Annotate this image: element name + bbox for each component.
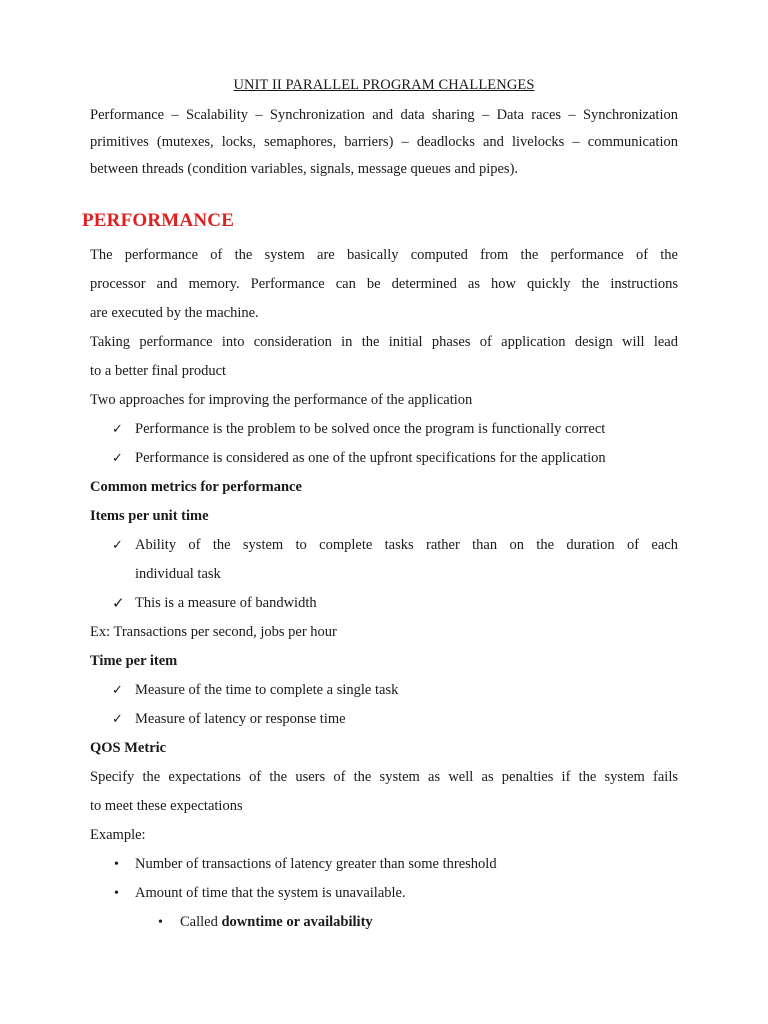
list-item bbox=[90, 531, 678, 560]
list-item bbox=[90, 908, 678, 937]
paragraph2-line2: to a better final product bbox=[90, 363, 227, 379]
items-per-unit-heading: Items per unit time bbox=[90, 508, 209, 524]
time-point: Measure of latency or response time bbox=[135, 711, 346, 727]
checkmark-icon: ✓ bbox=[112, 683, 123, 698]
checkmark-icon: ✓ bbox=[112, 422, 123, 437]
list-item bbox=[90, 589, 678, 618]
list-item bbox=[90, 676, 678, 705]
qos-bullet: Number of transactions of latency greater than some threshold bbox=[135, 856, 497, 872]
list-item bbox=[90, 444, 678, 473]
bullet-icon: • bbox=[114, 886, 119, 901]
qos-desc-line1: Specify the expectations of the users of the system as well as penalties if the system fails bbox=[90, 769, 678, 785]
approach-text: Performance is the problem to be solved once the program is functionally correct bbox=[135, 421, 606, 437]
list-item bbox=[90, 705, 678, 734]
paragraph1-line1: The performance of the system are basically computed from the performance of the bbox=[90, 247, 678, 263]
items-example: Ex: Transactions per second, jobs per hour bbox=[90, 624, 337, 640]
bullet-icon: • bbox=[158, 915, 163, 930]
items-point1-line2: individual task bbox=[135, 566, 221, 582]
time-point: Measure of the time to complete a single task bbox=[135, 682, 399, 698]
checkmark-icon: ✓ bbox=[112, 594, 125, 612]
list-item bbox=[90, 850, 678, 879]
paragraph1-line3: are executed by the machine. bbox=[90, 305, 259, 321]
paragraph1-line2: processor and memory. Performance can be determined as how quickly the instructions bbox=[90, 276, 678, 292]
list-item bbox=[90, 879, 678, 908]
checkmark-icon: ✓ bbox=[112, 712, 123, 727]
metrics-heading: Common metrics for performance bbox=[90, 479, 302, 495]
list-item bbox=[90, 415, 678, 444]
approaches-intro: Two approaches for improving the performance of the application bbox=[90, 392, 473, 408]
qos-example-label: Example: bbox=[90, 827, 146, 843]
qos-bullet: Amount of time that the system is unavailable. bbox=[135, 885, 406, 901]
qos-desc-line2: to meet these expectations bbox=[90, 798, 243, 814]
items-point2: This is a measure of bandwidth bbox=[135, 595, 317, 611]
qos-heading: QOS Metric bbox=[90, 740, 167, 756]
checkmark-icon: ✓ bbox=[112, 538, 123, 553]
unit-title: UNIT II PARALLEL PROGRAM CHALLENGES bbox=[233, 77, 535, 93]
approach-text: Performance is considered as one of the upfront specifications for the application bbox=[135, 450, 606, 466]
bullet-icon: • bbox=[114, 857, 119, 872]
checkmark-icon: ✓ bbox=[112, 451, 123, 466]
qos-sub-bullet-bold: downtime or availability bbox=[221, 914, 373, 930]
paragraph2-line1: Taking performance into consideration in the initial phases of application design will lead bbox=[90, 334, 678, 350]
qos-sub-bullet-prefix: Called bbox=[180, 914, 222, 930]
performance-body bbox=[90, 241, 678, 937]
items-point1-line1: Ability of the system to complete tasks rather than on the duration of each bbox=[135, 537, 678, 553]
section-heading-performance: PERFORMANCE bbox=[82, 210, 235, 231]
time-per-item-heading: Time per item bbox=[90, 653, 178, 669]
intro-paragraph: Performance – Scalability – Synchronization and data sharing – Data races – Synchronization primitives (mutexes, locks, semaphores, barriers) – deadlocks and livelocks – communication between threads (condition variables, signals, message queues and pipes). bbox=[90, 107, 678, 177]
